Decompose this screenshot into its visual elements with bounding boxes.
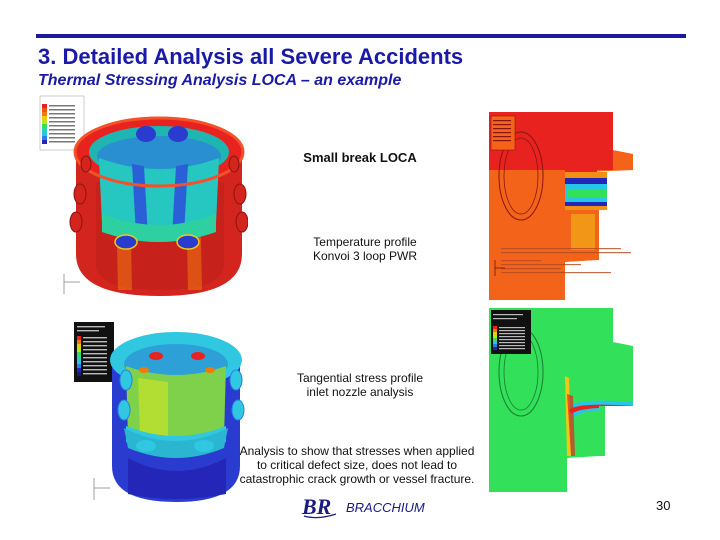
analysis-caption-line-3: catastrophic crack growth or vessel fracture.	[239, 472, 475, 486]
stress-vessel-image	[68, 318, 248, 504]
slide-subtitle: Thermal Stressing Analysis LOCA – an example	[38, 72, 402, 89]
bracchium-logo	[300, 492, 460, 522]
slide-title: 3. Detailed Analysis all Severe Accidents	[38, 44, 464, 69]
page-number: 30	[656, 498, 671, 513]
stress-caption-line-2: inlet nozzle analysis	[306, 385, 414, 399]
logo-monogram: BR	[302, 494, 332, 519]
temperature-section-image	[487, 110, 637, 300]
stress-section-image	[487, 306, 637, 492]
small-break-loca-caption: Small break LOCA	[303, 150, 417, 165]
stress-legend	[74, 322, 114, 382]
title-rule	[36, 34, 686, 38]
analysis-caption-line-2: to critical defect size, does not lead to	[256, 458, 458, 472]
temperature-caption-line-2: Konvoi 3 loop PWR	[312, 249, 418, 263]
stress-caption-line-1: Tangential stress profile	[296, 371, 424, 385]
temperature-caption-line-1: Temperature profile	[313, 235, 417, 249]
temperature-vessel-image	[36, 94, 248, 298]
logo-name: BRACCHIUM	[346, 500, 425, 515]
analysis-caption-line-1: Analysis to show that stresses when applied	[239, 444, 475, 458]
